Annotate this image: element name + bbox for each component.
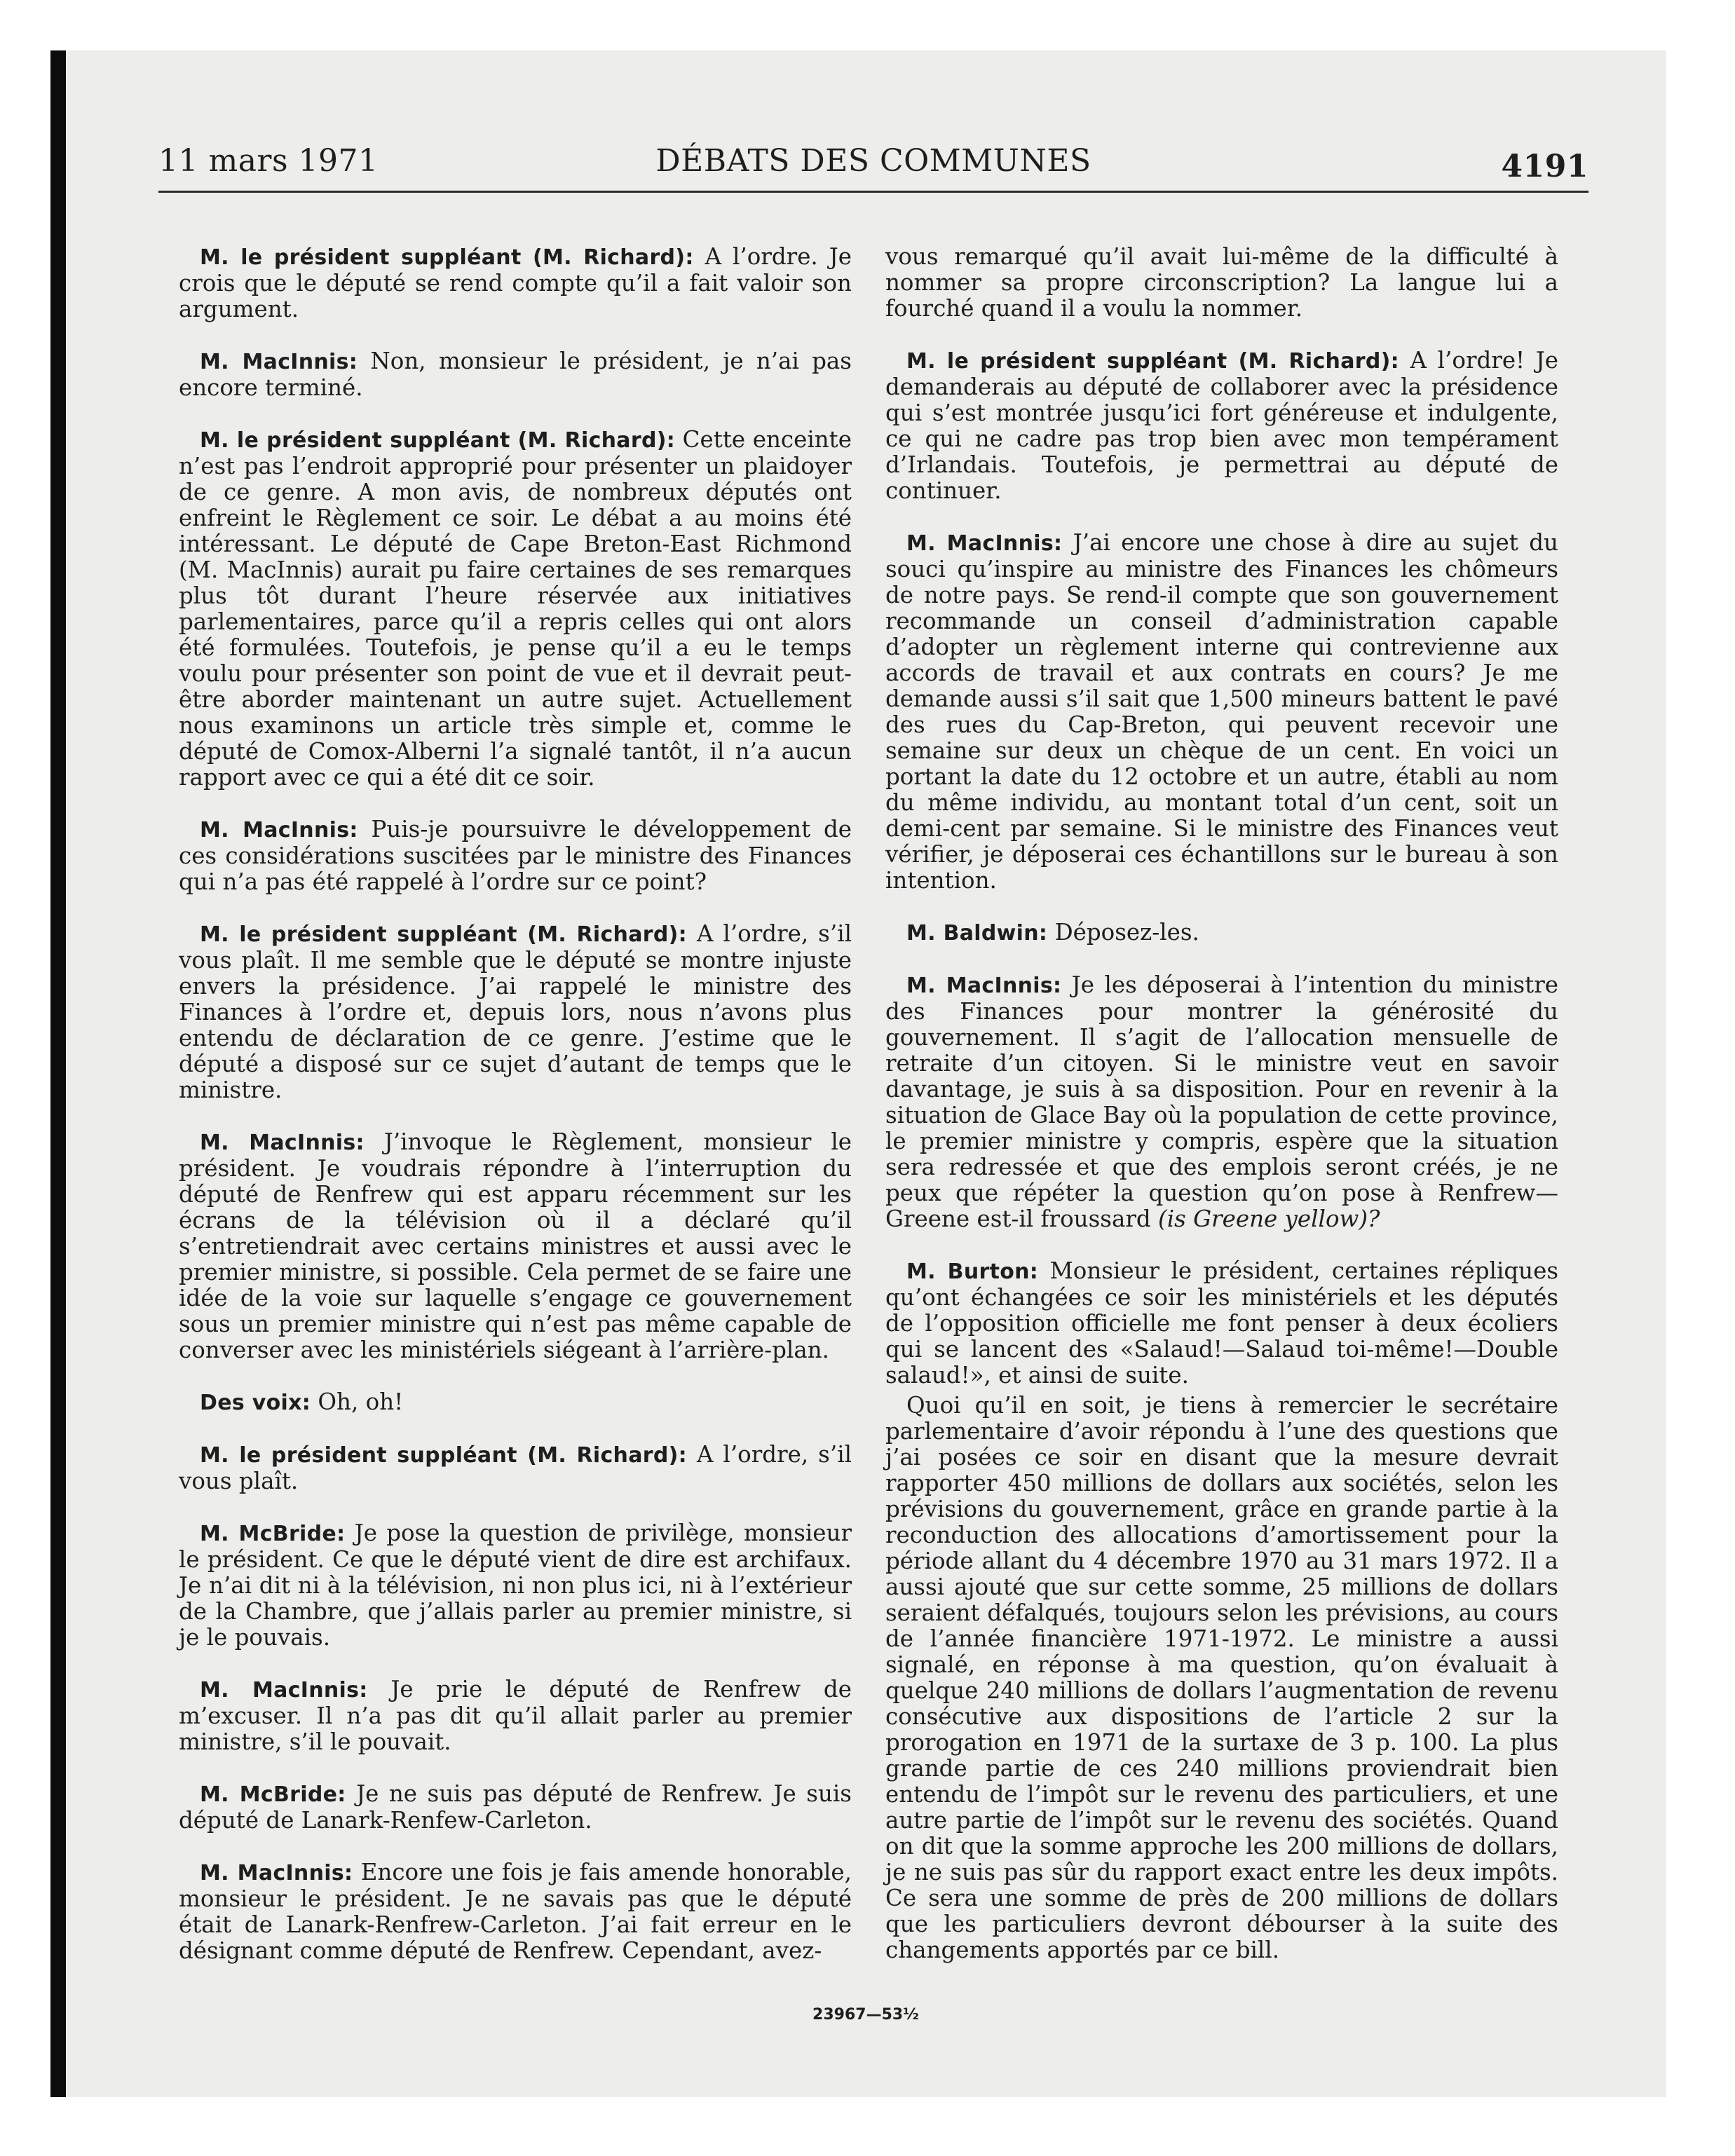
speaker-name: M. le président suppléant (M. Richard): [200, 245, 694, 270]
speech-paragraph [885, 530, 1558, 894]
speech-paragraph [179, 1860, 852, 1964]
speech-paragraph [179, 1389, 852, 1416]
speech-paragraph [179, 1520, 852, 1651]
speaker-name: M. Baldwin: [906, 921, 1048, 946]
speech-paragraph [885, 1258, 1558, 1389]
speaker-name: M. le président suppléant (M. Richard): [200, 428, 676, 453]
speaker-name: M. MacInnis: [906, 531, 1063, 556]
speaker-name: M. MacInnis: [200, 350, 358, 374]
right-column [885, 244, 1558, 1989]
speaker-name: M. McBride: [200, 1782, 346, 1807]
speech-paragraph [885, 920, 1558, 946]
italic-text: (is Greene yellow)? [1158, 1206, 1380, 1232]
speech-text: A l’ordre. Je crois que le député se rend compte qu’il a fait valoir son argument. [179, 243, 852, 322]
speech-text: J’ai encore une chose à dire au sujet du souci qu’inspire au ministre des Finances les chômeurs de notre pays. Se rend-il compte que son gouvernement recommande un conseil d’administration capable d’adopter un règlement interne qui contrevienne aux accords de travail et aux contrats en cours? Je me demande aussi s’il sait que 1,500 mineurs battent le pavé des rues du Cap-Breton, qui peuvent recevoir une semaine sur deux un chèque de un cent. En voici un portant la date du 12 octobre et un autre, établi au nom du même individu, au montant total d’un cent, soit un demi-cent par semaine. Si le ministre des Finances veut vérifier, je déposerai ces échantillons sur le bureau à son intention. [885, 529, 1558, 894]
speaker-name: M. MacInnis: [200, 1131, 365, 1155]
speech-paragraph [179, 921, 852, 1103]
speech-paragraph [885, 972, 1558, 1232]
speech-paragraph [179, 817, 852, 895]
speech-paragraph [179, 348, 852, 401]
speaker-name: M. MacInnis: [906, 974, 1062, 998]
speech-text: A l’ordre, s’il vous plaît. [179, 1441, 852, 1494]
speech-text: Monsieur le président, certaines répliques qu’ont échangées ce soir les ministériels et les députés de l’opposition officielle me font penser à deux écoliers qui se lancent des «Salaud!—Salaud toi-même!—Double salaud!», et ainsi de suite. [885, 1257, 1558, 1389]
speaker-name: M. MacInnis: [200, 818, 358, 842]
speech-paragraph [179, 1129, 852, 1363]
speaker-name: M. MacInnis: [200, 1861, 353, 1885]
speech-paragraph [179, 427, 852, 791]
continued-paragraph: vous remarqué qu’il avait lui-même de la difficulté à nommer sa propre circonscription? La langue lui a fourché quand il a voulu la nommer. [885, 243, 1558, 322]
speaker-name: Des voix: [200, 1391, 311, 1415]
page-header [158, 143, 1588, 192]
speech-text: A l’ordre! Je demanderais au député de collaborer avec la présidence qui s’est montrée jusqu’ici fort généreuse et indulgente, ce qui ne cadre pas trop bien avec mon tempérament d’Irlandais. Toutefois, je permettrai au député de continuer. [885, 347, 1558, 504]
speech-paragraph [179, 244, 852, 322]
speaker-name: M. le président suppléant (M. Richard): [200, 1443, 687, 1468]
speech-paragraph [179, 1781, 852, 1834]
left-column [179, 244, 852, 1990]
speech-text: Oh, oh! [318, 1389, 404, 1415]
speech-text: Je prie le député de Renfrew de m’excuser. Il n’a pas dit qu’il allait parler au premier ministre, s’il le pouvait. [179, 1676, 852, 1755]
speaker-name: M. MacInnis: [200, 1678, 368, 1703]
speaker-name: M. le président suppléant (M. Richard): [906, 349, 1399, 374]
speech-text: Non, monsieur le président, je n’ai pas encore terminé. [179, 348, 852, 401]
speech-paragraph [179, 1677, 852, 1755]
speech-text: Puis-je poursuivre le développement de ces considérations suscitées par le ministre des Finances qui n’a pas été rappelé à l’ordre sur ce point? [179, 816, 852, 895]
speech-paragraph [885, 348, 1558, 504]
header-date: 11 mars 1971 [158, 143, 379, 179]
speech-text: J’invoque le Règlement, monsieur le président. Je voudrais répondre à l’interruption du député de Renfrew qui est apparu récemment sur les écrans de la télévision où il a déclaré qu’il s’entretiendrait avec certains ministres et aussi avec le premier ministre, si possible. Cela permet de se faire une idée de la voie sur laquelle s’engage ce gouvernement sous un premier ministre qui n’est pas même capable de converser avec les ministériels siégeant à l’arrière-plan. [179, 1128, 852, 1363]
footer-code: 23967—53½ [812, 2006, 919, 2024]
speech-text: Je ne suis pas député de Renfrew. Je suis député de Lanark-Renfew-Carleton. [179, 1780, 852, 1834]
body-paragraph: Quoi qu’il en soit, je tiens à remercier le secrétaire parlementaire d’avoir répondu à l’une des questions que j’ai posées ce soir en disant que la mesure devrait rapporter 450 millions de dollars aux sociétés, selon les prévisions du gouvernement, grâce en grande partie à la reconduction des allocations d’amortissement pour la période allant du 4 décembre 1970 au 31 mars 1972. Il a aussi ajouté que sur cette somme, 25 millions de dollars seraient défalqués, toujours selon les prévisions, au cours de l’année financière 1971-1972. Le ministre a aussi signalé, en réponse à ma question, qu’on évaluait à quelque 240 millions de dollars l’augmentation de revenu consécutive aux dispositions de l’article 2 sur la prorogation en 1971 de la surtaxe de 3 p. 100. La plus grande partie de ces 240 millions proviendrait bien entendu de l’impôt sur le revenu des particuliers, et une autre partie de l’impôt sur le revenu des sociétés. Quand on dit que la somme approche les 200 millions de dollars, je ne suis pas sûr du rapport exact entre les deux impôts. Ce sera une somme de près de 200 millions de dollars que les particuliers devront débourser à la suite des changements apportés par ce bill. [885, 1392, 1558, 1963]
header-rule [158, 191, 1588, 193]
speech-text: Encore une fois je fais amende honorable, monsieur le président. Je ne savais pas que le député était de Lanark-Renfrew-Carleton. J’ai fait erreur en le désignant comme député de Renfrew. Cependant, avez- [179, 1859, 852, 1964]
scan-border [50, 50, 66, 2097]
speech-text: Je pose la question de privilège, monsieur le président. Ce que le député vient de dire est archifaux. Je n’ai dit ni à la télévision, ni non plus ici, ni à l’extérieur de la Chambre, que j’allais parler au premier ministre, si je le pouvais. [179, 1520, 852, 1651]
speaker-name: M. Burton: [906, 1260, 1039, 1284]
page-number: 4191 [1501, 149, 1588, 184]
speech-text: A l’ordre, s’il vous plaît. Il me semble que le député se montre injuste envers la présidence. J’ai rappelé le ministre des Finances à l’ordre et, depuis lors, nous n’avons plus entendu de déclaration de ce genre. J’estime que le député a disposé sur ce sujet d’autant de temps que le ministre. [179, 920, 852, 1103]
speaker-name: M. McBride: [200, 1522, 346, 1546]
speech-text: Je les déposerai à l’intention du ministre des Finances pour montrer la générosité du gouvernement. Il s’agit de l’allocation mensuelle de retraite d’un citoyen. Si le ministre veut en savoir davantage, je suis à sa disposition. Pour en revenir à la situation de Glace Bay où la population de cette province, le premier ministre y compris, espère que la situation sera redressée et que des emplois seront créés, je ne peux que répéter la question qu’on pose à Renfrew—Greene est-il froussard [885, 971, 1558, 1232]
speaker-name: M. le président suppléant (M. Richard): [200, 922, 687, 947]
header-title: DÉBATS DES COMMUNES [655, 143, 1091, 179]
speech-text: Cette enceinte n’est pas l’endroit approprié pour présenter un plaidoyer de ce genre. A mon avis, de nombreux députés ont enfreint le Règlement ce soir. Le débat a au moins été intéressant. Le député de Cape Breton-East Richmond (M. MacInnis) aurait pu faire certaines de ses remarques plus tôt durant l’heure réservée aux initiatives parlementaires, parce qu’il a repris celles qui ont alors été formulées. Toutefois, je pense qu’il a eu le temps voulu pour présenter son point de vue et il devrait peut-être aborder maintenant un autre sujet. Actuellement nous examinons un article très simple et, comme le député de Comox-Alberni l’a signalé tantôt, il n’a aucun rapport avec ce qui a été dit ce soir. [179, 426, 852, 791]
speech-paragraph [179, 1442, 852, 1494]
speech-text: Déposez-les. [1054, 919, 1199, 946]
